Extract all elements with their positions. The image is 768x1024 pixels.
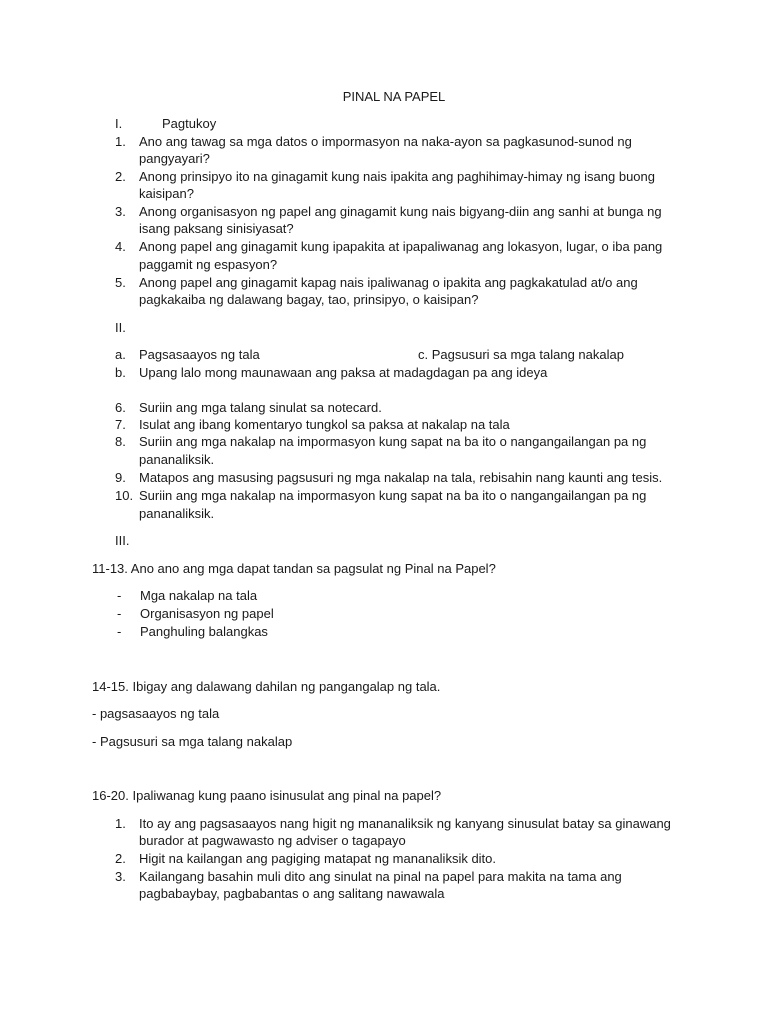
- item-text-line2: kaisipan?: [139, 186, 194, 201]
- item-number: 1.: [115, 134, 126, 149]
- item-text-line2: pangyayari?: [139, 151, 210, 166]
- item-text-line1: Suriin ang mga nakalap na impormasyon kung sapat na ba ito o nangangailangan pa ng: [139, 434, 647, 449]
- section-3-numeral: III.: [115, 533, 130, 548]
- item-text-line2: pagkakaiba ng dalawang bagay, tao, prinsipyo, o kaisipan?: [139, 292, 479, 307]
- dash-bullet: -: [117, 606, 122, 621]
- item-text-line1: Matapos ang masusing pagsusuri ng mga nakalap na tala, rebisahin nang kaunti ang tesis.: [139, 470, 663, 485]
- item-text-line1: Ano ang tawag sa mga datos o impormasyon na naka-ayon sa pagkasunod-sunod ng: [139, 134, 632, 149]
- item-number: 7.: [115, 417, 126, 432]
- answer-line: - Pagsusuri sa mga talang nakalap: [92, 734, 293, 749]
- item-number: 4.: [115, 239, 126, 254]
- choice-text: Pagsasaayos ng tala: [139, 347, 260, 362]
- item-text-line2: pagbabaybay, pagbabantas o ang salitang nawawala: [139, 886, 445, 901]
- item-number: 8.: [115, 434, 126, 449]
- choice-letter: b.: [115, 365, 126, 380]
- item-text-line1: Kailangang basahin muli dito ang sinulat na pinal na papel para makita na tama ang: [139, 869, 622, 884]
- item-text-line1: Isulat ang ibang komentaryo tungkol sa paksa at nakalap na tala: [139, 417, 510, 432]
- item-number: 5.: [115, 275, 126, 290]
- item-text-line1: Anong papel ang ginagamit kapag nais ipaliwanag o ipakita ang pagkakatulad at/o ang: [139, 275, 638, 290]
- section-2-numeral: II.: [115, 320, 126, 335]
- choice-text: Upang lalo mong maunawaan ang paksa at madagdagan pa ang ideya: [139, 365, 548, 380]
- choice-c-text: c. Pagsusuri sa mga talang nakalap: [418, 347, 624, 362]
- item-text-line1: Ito ay ang pagsasaayos nang higit ng mananaliksik ng kanyang sinusulat batay sa ginawang: [139, 816, 671, 831]
- dash-item-text: Panghuling balangkas: [140, 624, 268, 639]
- answer-line: - pagsasaayos ng tala: [92, 706, 220, 721]
- item-number: 6.: [115, 400, 126, 415]
- document-title: PINAL NA PAPEL: [342, 89, 446, 104]
- dash-bullet: -: [117, 624, 122, 639]
- item-number: 2.: [115, 851, 126, 866]
- item-text-line2: paggamit ng espasyon?: [139, 257, 278, 272]
- item-text-line1: Suriin ang mga talang sinulat sa notecard.: [139, 400, 382, 415]
- dash-bullet: -: [117, 588, 122, 603]
- item-number: 3.: [115, 204, 126, 219]
- item-text-line2: burador at pagwawasto ng adviser o tagapayo: [139, 833, 406, 848]
- item-text-line1: Anong organisasyon ng papel ang ginagamit kung nais bigyang-diin ang sanhi at bunga ng: [139, 204, 662, 219]
- item-text-line1: Anong prinsipyo ito na ginagamit kung nais ipakita ang paghihimay-himay ng isang buong: [139, 169, 656, 184]
- question-16-20: 16-20. Ipaliwanag kung paano isinusulat ang pinal na papel?: [92, 788, 442, 803]
- item-number: 2.: [115, 169, 126, 184]
- item-text-line1: Suriin ang mga nakalap na impormasyon kung sapat na ba ito o nangangailangan pa ng: [139, 488, 647, 503]
- question-14-15: 14-15. Ibigay ang dalawang dahilan ng pangangalap ng tala.: [92, 679, 441, 694]
- item-number: 9.: [115, 470, 126, 485]
- item-text-line2: pananaliksik.: [139, 452, 215, 467]
- section-1-heading: Pagtukoy: [162, 116, 217, 131]
- dash-item-text: Organisasyon ng papel: [140, 606, 274, 621]
- item-text-line2: isang paksang sinisiyasat?: [139, 221, 294, 236]
- section-1-numeral: I.: [115, 116, 123, 131]
- item-text-line1: Anong papel ang ginagamit kung ipapakita at ipapaliwanag ang lokasyon, lugar, o iba pang: [139, 239, 663, 254]
- question-11-13: 11-13. Ano ano ang mga dapat tandan sa pagsulat ng Pinal na Papel?: [92, 561, 496, 576]
- dash-item-text: Mga nakalap na tala: [140, 588, 258, 603]
- item-text-line2: pananaliksik.: [139, 506, 215, 521]
- item-number: 3.: [115, 869, 126, 884]
- item-number: 1.: [115, 816, 126, 831]
- choice-letter: a.: [115, 347, 126, 362]
- item-text-line1: Higit na kailangan ang pagiging matapat ng mananaliksik dito.: [139, 851, 497, 866]
- item-number: 10.: [115, 488, 134, 503]
